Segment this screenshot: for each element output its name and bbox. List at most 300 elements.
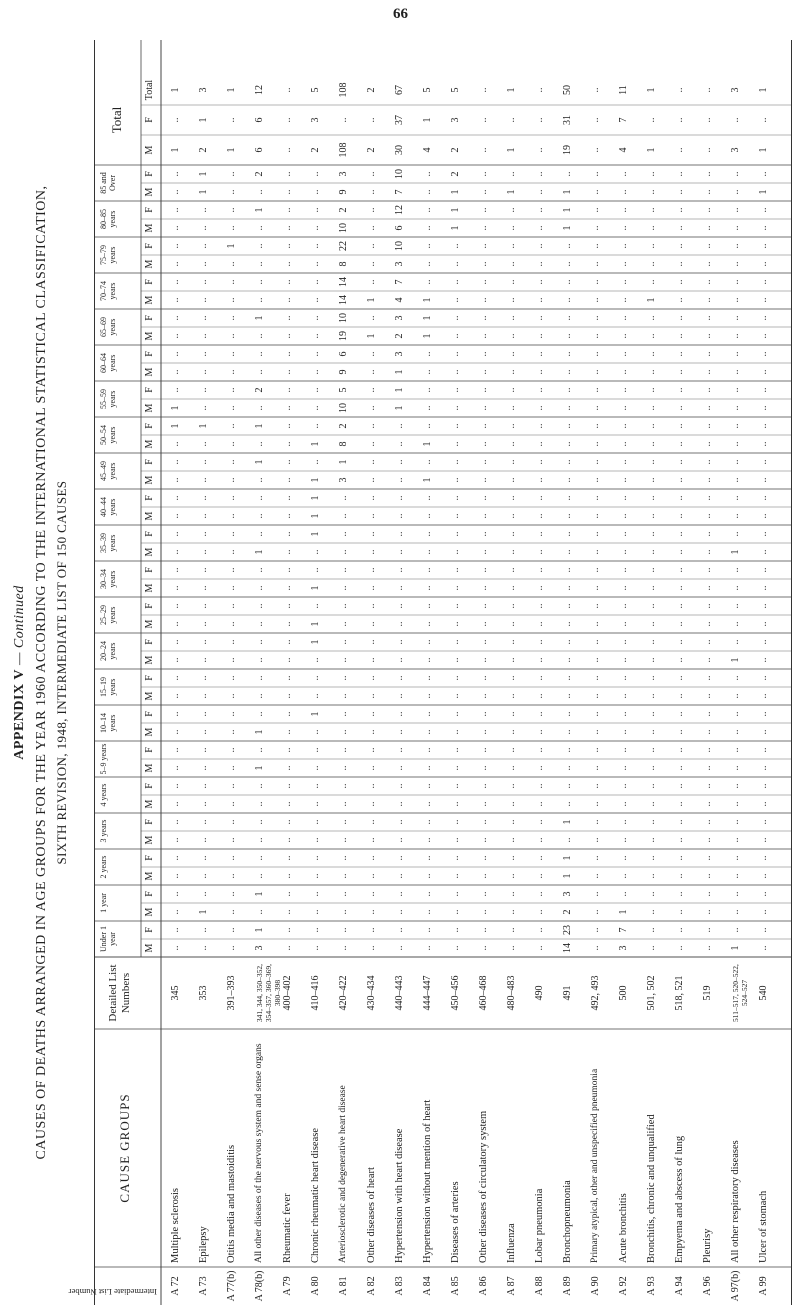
male-header: M [144, 547, 155, 557]
female-count: .. [702, 207, 713, 213]
female-count: .. [366, 603, 377, 609]
list-number: A 80 [310, 1276, 321, 1296]
male-header: M [144, 763, 155, 773]
male-count: .. [226, 621, 237, 627]
male-count: .. [310, 297, 321, 303]
female-count: .. [674, 603, 685, 609]
total-female: .. [702, 117, 713, 123]
female-count: .. [674, 891, 685, 897]
male-count: .. [422, 945, 433, 951]
male-count: .. [170, 873, 181, 879]
male-count: .. [226, 729, 237, 735]
female-count: .. [674, 531, 685, 537]
male-count: .. [534, 945, 545, 951]
female-count: .. [534, 747, 545, 753]
cause-group-name: Ulcer of stomach [758, 1190, 769, 1263]
male-count: .. [450, 477, 461, 483]
age-group-header: Under 1 year [99, 926, 117, 952]
female-count: .. [394, 423, 405, 429]
male-count: .. [534, 801, 545, 807]
female-count: .. [450, 387, 461, 393]
male-count: .. [674, 621, 685, 627]
cause-group-name: Bronchitis, chronic and unqualified [646, 1114, 657, 1263]
female-count: .. [450, 531, 461, 537]
female-count: .. [450, 891, 461, 897]
female-count: .. [702, 783, 713, 789]
female-count: .. [646, 279, 657, 285]
male-count: .. [198, 585, 209, 591]
female-header: F [144, 387, 155, 393]
male-count: .. [562, 585, 573, 591]
male-count: .. [478, 189, 489, 195]
female-count: .. [590, 171, 601, 177]
male-count: .. [282, 765, 293, 771]
female-count: 1 [562, 819, 573, 825]
male-count: .. [758, 297, 769, 303]
male-count: 1 [170, 405, 181, 411]
female-count: .. [226, 279, 237, 285]
female-count: .. [254, 531, 265, 537]
total-male: 4 [618, 147, 629, 153]
female-count: .. [534, 567, 545, 573]
female-count: .. [618, 531, 629, 537]
male-count: 1 [422, 441, 433, 447]
female-count: .. [702, 603, 713, 609]
male-count: .. [478, 801, 489, 807]
female-count: .. [170, 171, 181, 177]
male-count: .. [198, 765, 209, 771]
total-all: 1 [506, 87, 517, 93]
female-count: .. [422, 423, 433, 429]
total-female: .. [590, 117, 601, 123]
female-count: .. [338, 639, 349, 645]
age-group-header: 75–79 years [99, 245, 117, 265]
female-count: .. [646, 495, 657, 501]
female-count: .. [450, 279, 461, 285]
female-count: .. [618, 603, 629, 609]
male-count: .. [282, 261, 293, 267]
total-male: 2 [366, 147, 377, 153]
total-female: .. [366, 117, 377, 123]
female-count: 1 [254, 315, 265, 321]
female-count: .. [282, 171, 293, 177]
female-count: .. [422, 243, 433, 249]
male-count: .. [646, 801, 657, 807]
female-count: .. [730, 783, 741, 789]
female-count: .. [702, 495, 713, 501]
female-count: 7 [394, 279, 405, 285]
total-male: 19 [562, 145, 573, 155]
total-female: .. [730, 117, 741, 123]
female-count: .. [646, 855, 657, 861]
male-count: .. [422, 873, 433, 879]
female-count: .. [702, 531, 713, 537]
male-count: .. [646, 369, 657, 375]
male-header: M [144, 907, 155, 917]
detailed-list-number: 341, 344, 350–352, 354–357, 360–369, 380–398 [255, 963, 282, 1023]
male-count: 3 [618, 945, 629, 951]
total-female: .. [758, 117, 769, 123]
male-count: .. [366, 729, 377, 735]
female-count: 23 [562, 925, 573, 935]
female-count: .. [394, 603, 405, 609]
male-count: .. [478, 261, 489, 267]
female-count: .. [590, 279, 601, 285]
age-group-header: 70–74 years [99, 281, 117, 301]
male-count: .. [226, 585, 237, 591]
female-count: .. [450, 675, 461, 681]
male-count: .. [450, 657, 461, 663]
male-count: .. [618, 405, 629, 411]
female-count: .. [702, 567, 713, 573]
male-count: .. [730, 405, 741, 411]
female-count: .. [618, 675, 629, 681]
female-count: .. [674, 387, 685, 393]
male-count: .. [170, 585, 181, 591]
female-count: 1 [562, 207, 573, 213]
list-number: A 84 [422, 1276, 433, 1296]
female-count: .. [394, 531, 405, 537]
total-all: .. [282, 87, 293, 93]
total-female: 7 [618, 117, 629, 123]
female-count: .. [478, 531, 489, 537]
male-count: 8 [338, 441, 349, 447]
female-count: .. [674, 351, 685, 357]
male-count: .. [758, 225, 769, 231]
female-count: .. [478, 747, 489, 753]
female-count: .. [198, 459, 209, 465]
cause-group-name: Rheumatic fever [282, 1193, 293, 1263]
male-count: .. [562, 729, 573, 735]
female-count: .. [310, 567, 321, 573]
female-count: .. [338, 927, 349, 933]
female-count: .. [366, 243, 377, 249]
male-count: 1 [730, 945, 741, 951]
male-count: 1 [730, 549, 741, 555]
male-count: .. [170, 477, 181, 483]
male-count: .. [366, 657, 377, 663]
male-count: .. [702, 765, 713, 771]
male-count: 1 [310, 477, 321, 483]
male-count: .. [198, 513, 209, 519]
female-count: .. [646, 207, 657, 213]
male-count: .. [170, 549, 181, 555]
male-count: .. [338, 657, 349, 663]
male-count: .. [282, 441, 293, 447]
female-count: .. [198, 711, 209, 717]
male-count: 1 [562, 189, 573, 195]
female-count: 22 [338, 241, 349, 251]
male-count: .. [506, 945, 517, 951]
male-count: .. [478, 873, 489, 879]
detailed-list-number: 353 [198, 985, 209, 1001]
total-all: 12 [254, 85, 265, 95]
male-count: .. [478, 585, 489, 591]
female-count: .. [254, 711, 265, 717]
list-number: A 90 [590, 1276, 601, 1296]
age-group-header: 10–14 years [99, 713, 117, 733]
male-count: 1 [254, 549, 265, 555]
female-count: .. [338, 531, 349, 537]
male-header: M [144, 511, 155, 521]
male-count: .. [758, 441, 769, 447]
female-count: .. [338, 783, 349, 789]
female-count: .. [170, 675, 181, 681]
female-count: 2 [254, 171, 265, 177]
female-count: .. [170, 315, 181, 321]
female-count: .. [226, 495, 237, 501]
male-count: .. [702, 369, 713, 375]
male-count: .. [506, 225, 517, 231]
total-female: 1 [422, 117, 433, 123]
female-count: .. [422, 495, 433, 501]
total-female: 3 [310, 117, 321, 123]
female-count: .. [170, 207, 181, 213]
female-count: .. [590, 423, 601, 429]
male-count: .. [338, 837, 349, 843]
female-count: .. [366, 675, 377, 681]
female-count: .. [198, 927, 209, 933]
total-male: .. [674, 147, 685, 153]
male-count: .. [618, 333, 629, 339]
female-count: .. [674, 747, 685, 753]
male-count: .. [506, 837, 517, 843]
female-count: .. [394, 711, 405, 717]
female-count: .. [450, 351, 461, 357]
female-count: 2 [450, 171, 461, 177]
male-count: .. [758, 909, 769, 915]
male-count: .. [702, 225, 713, 231]
male-count: .. [730, 873, 741, 879]
female-count: .. [618, 855, 629, 861]
male-count: .. [534, 513, 545, 519]
list-number: A 78(b) [254, 1270, 265, 1302]
male-count: .. [562, 261, 573, 267]
male-count: .. [450, 801, 461, 807]
male-count: .. [478, 225, 489, 231]
female-count: .. [282, 855, 293, 861]
female-count: .. [702, 351, 713, 357]
female-count: .. [646, 747, 657, 753]
male-count: .. [674, 225, 685, 231]
female-count: .. [394, 927, 405, 933]
cause-group-name: Arteriosclerotic and degenerative heart disease [338, 1085, 348, 1263]
total-male: 108 [338, 142, 349, 158]
male-count: .. [198, 945, 209, 951]
male-count: .. [758, 405, 769, 411]
female-count: .. [702, 315, 713, 321]
female-count: .. [618, 495, 629, 501]
male-count: .. [758, 513, 769, 519]
female-count: .. [702, 747, 713, 753]
male-count: .. [758, 729, 769, 735]
female-count: .. [674, 207, 685, 213]
male-count: 1 [310, 513, 321, 519]
male-count: .. [702, 297, 713, 303]
male-count: .. [422, 261, 433, 267]
age-group-header: 20–24 years [99, 641, 117, 661]
male-count: .. [394, 621, 405, 627]
male-count: .. [590, 909, 601, 915]
male-count: .. [702, 729, 713, 735]
female-count: .. [282, 459, 293, 465]
total-female: 6 [254, 117, 265, 123]
female-count: .. [674, 171, 685, 177]
male-count: 2 [394, 333, 405, 339]
male-count: .. [674, 837, 685, 843]
female-count: .. [170, 387, 181, 393]
total-female: .. [338, 117, 349, 123]
female-count: .. [674, 279, 685, 285]
female-count: 1 [310, 495, 321, 501]
female-count: .. [170, 567, 181, 573]
female-count: .. [590, 927, 601, 933]
male-count: 9 [338, 369, 349, 375]
age-group-header: 1 year [99, 893, 108, 913]
list-number: A 77(b) [226, 1270, 237, 1302]
female-count: .. [758, 315, 769, 321]
female-count: .. [646, 351, 657, 357]
female-count: .. [758, 279, 769, 285]
female-count: .. [506, 819, 517, 825]
female-count: .. [702, 711, 713, 717]
female-count: .. [478, 171, 489, 177]
male-count: .. [646, 549, 657, 555]
list-number: A 73 [198, 1276, 209, 1296]
male-count: .. [534, 657, 545, 663]
female-count: .. [226, 171, 237, 177]
male-count: .. [254, 693, 265, 699]
male-count: .. [226, 837, 237, 843]
female-count: .. [646, 531, 657, 537]
male-count: .. [702, 837, 713, 843]
total-all: 67 [394, 85, 405, 95]
male-count: .. [366, 441, 377, 447]
total-male-header: M [144, 145, 155, 155]
total-all: 108 [338, 82, 349, 98]
female-count: .. [702, 459, 713, 465]
male-header: M [144, 403, 155, 413]
list-number: A 96 [702, 1276, 713, 1296]
male-count: .. [702, 621, 713, 627]
female-count: .. [590, 819, 601, 825]
male-count: .. [674, 405, 685, 411]
male-count: .. [450, 909, 461, 915]
male-count: .. [590, 837, 601, 843]
male-count: .. [674, 657, 685, 663]
female-count: .. [618, 819, 629, 825]
female-count: .. [646, 711, 657, 717]
female-count: .. [534, 423, 545, 429]
male-count: .. [618, 585, 629, 591]
detailed-list-number: 400–402 [282, 975, 293, 1011]
female-count: .. [534, 783, 545, 789]
list-number: A 83 [394, 1276, 405, 1296]
male-count: .. [450, 873, 461, 879]
female-count: .. [702, 819, 713, 825]
continued-label: — Continued [12, 585, 27, 666]
female-count: .. [394, 495, 405, 501]
female-count: .. [422, 279, 433, 285]
female-count: .. [590, 783, 601, 789]
list-number: A 79 [282, 1276, 293, 1296]
female-count: .. [366, 423, 377, 429]
statistics-table [68, 40, 792, 1305]
male-count: .. [702, 189, 713, 195]
female-count: .. [226, 783, 237, 789]
female-count: .. [506, 279, 517, 285]
male-count: .. [506, 621, 517, 627]
female-count: .. [730, 243, 741, 249]
female-count: .. [366, 927, 377, 933]
female-count: .. [506, 423, 517, 429]
total-all: .. [590, 87, 601, 93]
female-count: .. [590, 675, 601, 681]
total-male: 1 [226, 147, 237, 153]
female-count: .. [618, 639, 629, 645]
male-count: .. [310, 693, 321, 699]
male-count: .. [170, 369, 181, 375]
male-count: .. [534, 549, 545, 555]
male-count: .. [282, 945, 293, 951]
female-count: .. [282, 243, 293, 249]
female-count: .. [170, 495, 181, 501]
male-count: .. [310, 657, 321, 663]
cause-group-name: Multiple sclerosis [170, 1188, 181, 1263]
detailed-list-number: 450–456 [450, 975, 461, 1011]
male-count: .. [534, 693, 545, 699]
total-all: 5 [450, 87, 461, 93]
male-count: .. [170, 261, 181, 267]
male-count: 1 [310, 441, 321, 447]
detailed-list-numbers-header: Detailed List Numbers [107, 964, 132, 1022]
female-count: .. [422, 783, 433, 789]
female-count: 1 [394, 387, 405, 393]
female-header: F [144, 819, 155, 825]
female-count: .. [646, 459, 657, 465]
female-count: .. [254, 495, 265, 501]
detailed-list-number: 420–422 [338, 975, 349, 1011]
female-count: .. [562, 243, 573, 249]
female-count: 1 [254, 459, 265, 465]
female-count: .. [170, 747, 181, 753]
male-count: .. [366, 189, 377, 195]
female-count: .. [422, 531, 433, 537]
detailed-list-number: 518, 521 [674, 975, 685, 1011]
total-all: .. [478, 87, 489, 93]
male-count: .. [282, 693, 293, 699]
male-count: .. [254, 621, 265, 627]
female-count: .. [254, 855, 265, 861]
female-count: .. [422, 747, 433, 753]
female-count: .. [534, 603, 545, 609]
male-header: M [144, 331, 155, 341]
female-count: .. [226, 459, 237, 465]
female-count: .. [394, 855, 405, 861]
total-all: 50 [562, 85, 573, 95]
female-count: .. [590, 603, 601, 609]
male-count: .. [366, 801, 377, 807]
female-header: F [144, 243, 155, 249]
male-header: M [144, 367, 155, 377]
female-count: .. [366, 567, 377, 573]
cause-group-name: All other respiratory diseases [730, 1140, 741, 1263]
female-count: 1 [450, 207, 461, 213]
female-count: .. [422, 639, 433, 645]
female-count: .. [310, 783, 321, 789]
female-count: .. [198, 315, 209, 321]
female-count: .. [254, 747, 265, 753]
